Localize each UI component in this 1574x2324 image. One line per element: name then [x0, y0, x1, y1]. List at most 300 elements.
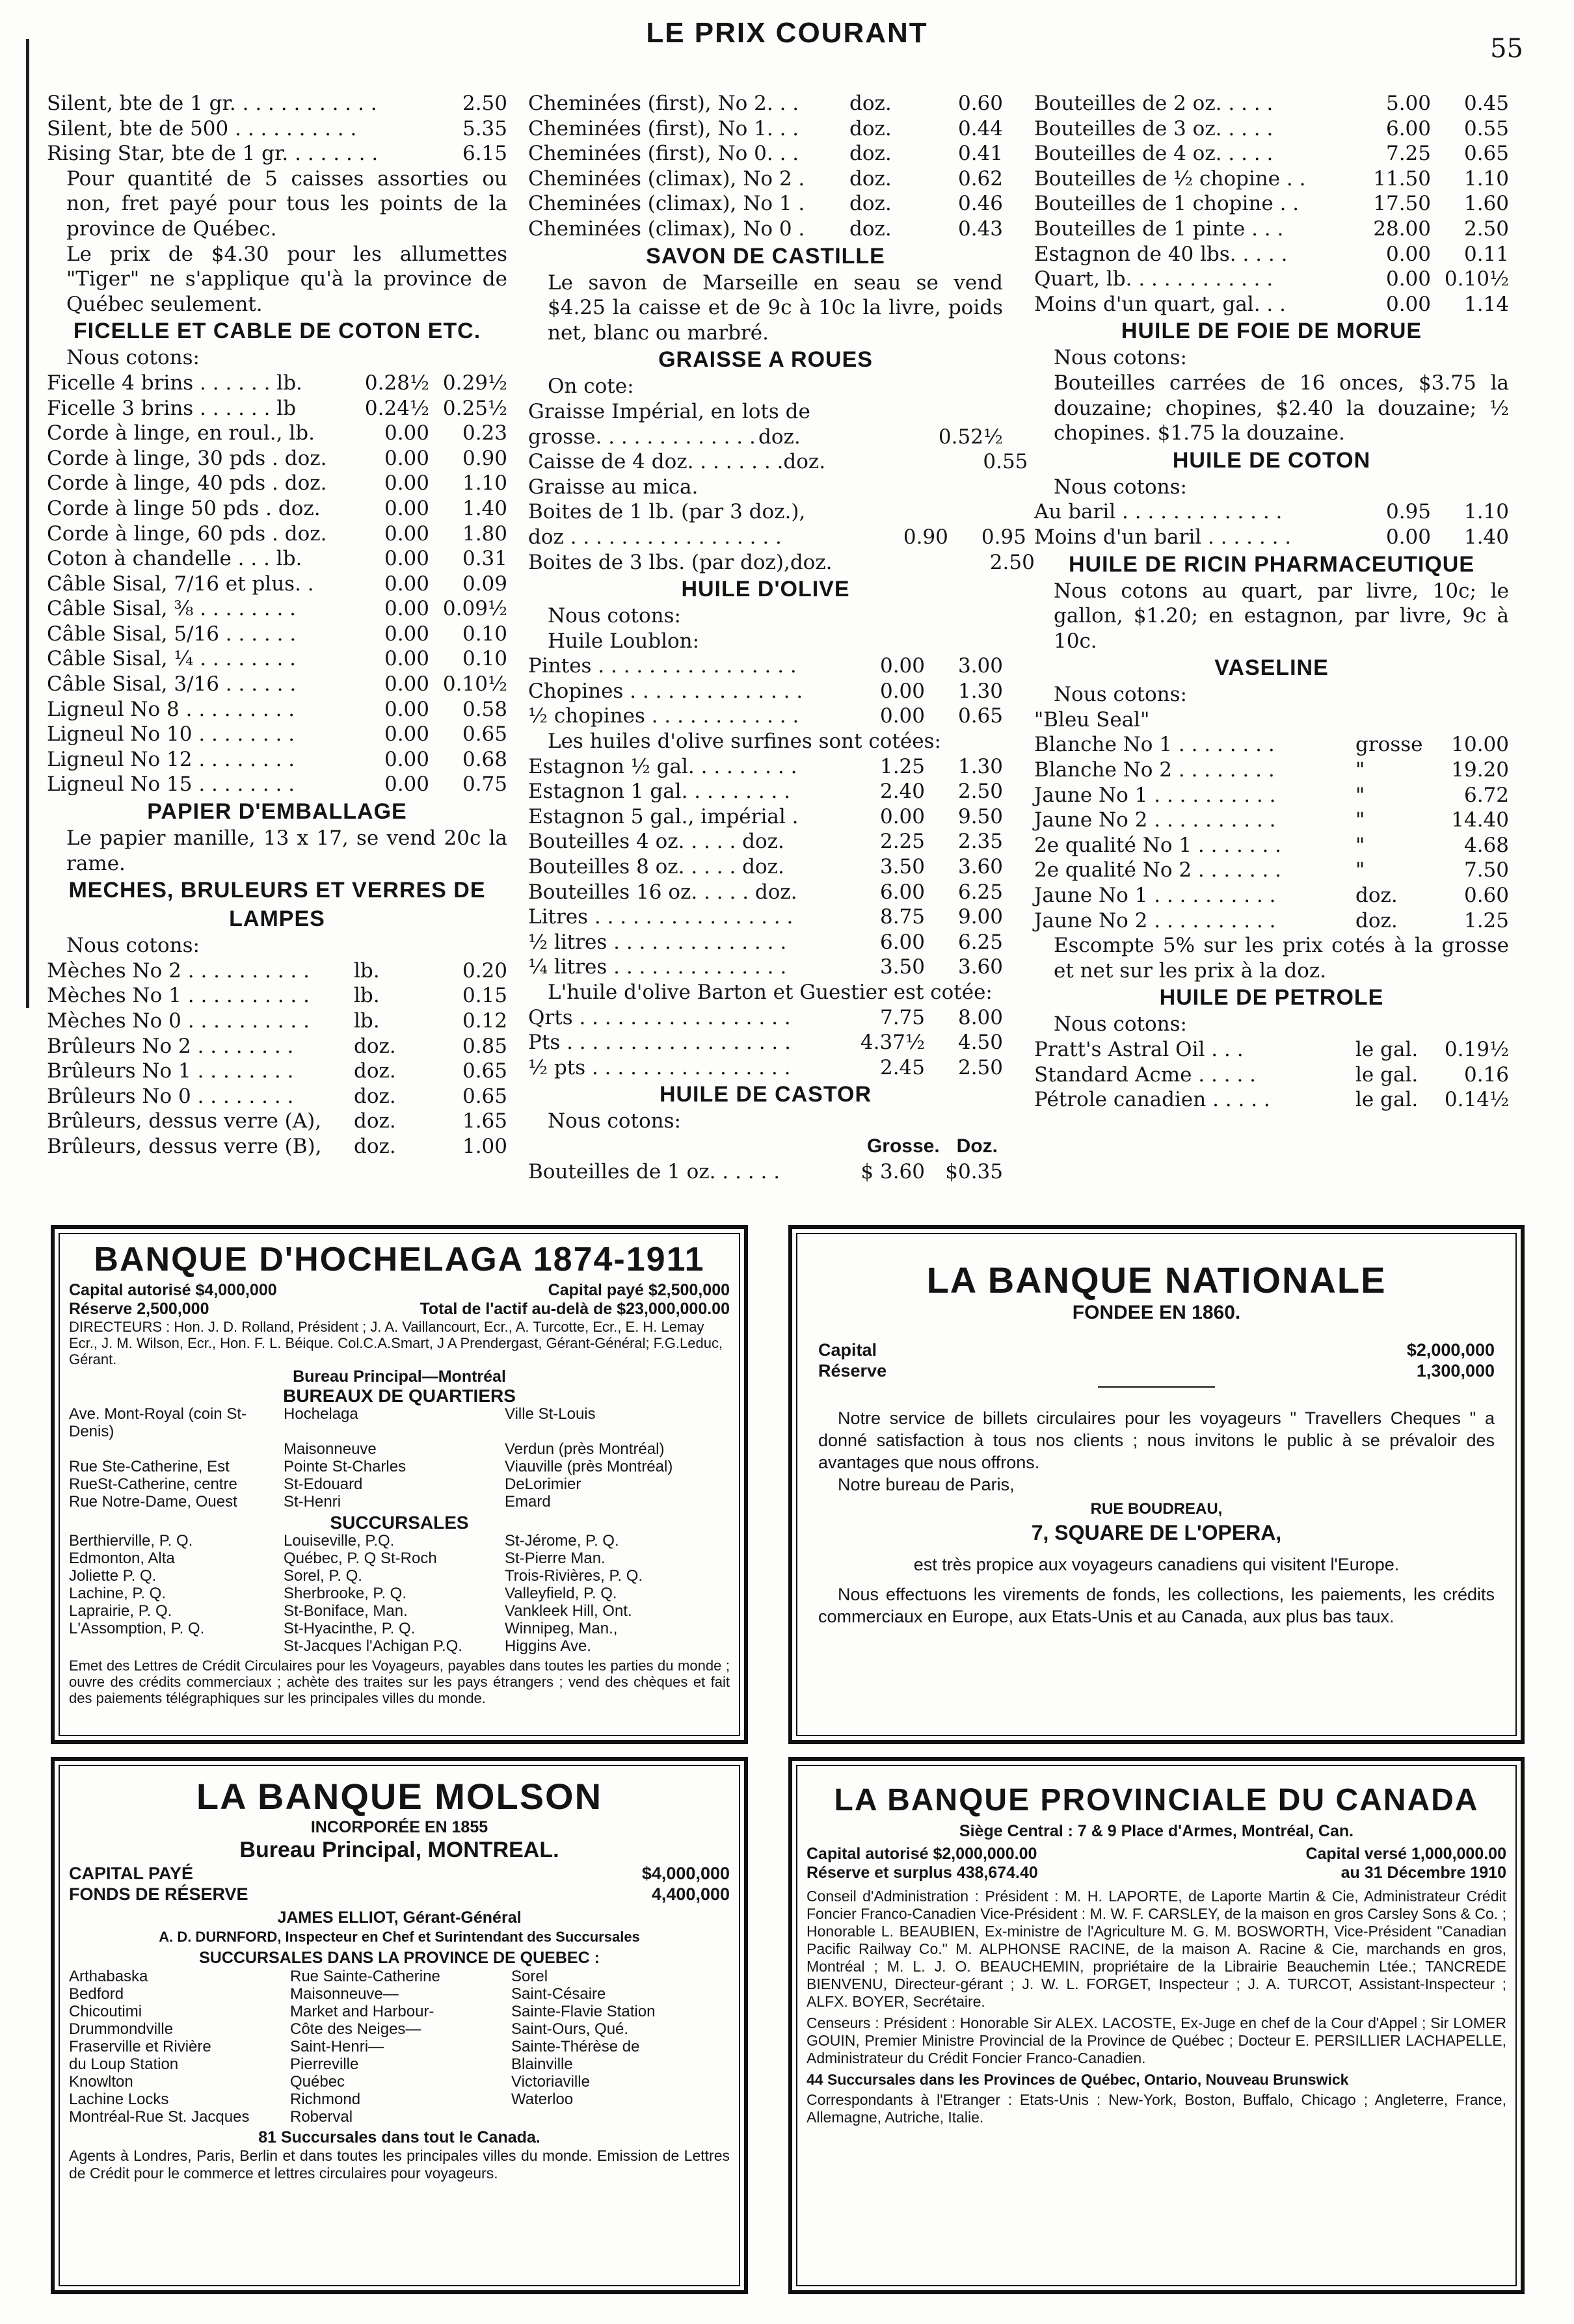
item-label: Silent, bte de 1 gr. . . . . . . . . . . .: [47, 92, 377, 115]
branch-name: St-Pierre Man.: [505, 1550, 606, 1567]
olive-surfines-text: Les huiles d'olive surfines sont cotées:: [548, 730, 941, 754]
section-heading-graisse: GRAISSE A ROUES: [658, 347, 873, 373]
item-label: Corde à linge, 30 pds . doz.: [47, 446, 327, 470]
price-high: 0.58: [462, 697, 507, 721]
item-label: Qrts . . . . . . . . . . . . . . . . .: [528, 1005, 791, 1029]
intro-text: Nous cotons:: [1054, 1012, 1187, 1037]
item-label: Coton à chandelle . . . lb.: [47, 547, 302, 571]
branch-name: Maisonneuve: [284, 1440, 377, 1458]
price-row: [528, 550, 1035, 575]
branch-name: Pointe St-Charles: [284, 1458, 407, 1475]
molson-count: 81 Succursales dans tout le Canada.: [258, 2128, 540, 2146]
price-column-2: [528, 91, 1035, 1184]
price-high: 0.11: [1463, 242, 1509, 266]
item-label: Graisse au mica.: [528, 475, 699, 499]
item-label: Caisse de 4 doz. . . . . . . .: [528, 450, 784, 474]
price-row: [1034, 242, 1509, 267]
price-high: 6.25: [957, 930, 1003, 954]
price: 19.20: [1451, 758, 1509, 782]
molson-succ-heading: SUCCURSALES DANS LA PROVINCE DE QUEBEC :: [199, 1949, 600, 1967]
reserve-value: 2,500,000: [137, 1300, 209, 1318]
price-row: [528, 1055, 1003, 1081]
price: 14.40: [1451, 808, 1509, 832]
item-label: Brûleurs No 0 . . . . . . . .: [47, 1084, 294, 1108]
branch-name: Bedford: [69, 1985, 124, 2003]
nationale-p1: Notre service de billets circulaires pour les voyageurs " Travellers Cheques " a donné satisfaction à tous nos clients ; nous invitons le public à se prévaloir des avantages que nous offrons.: [818, 1408, 1495, 1472]
price-row: [528, 779, 1003, 804]
section-heading-meches: MECHES, BRULEURS ET VERRES DE LAMPES: [68, 878, 486, 932]
price-row: [47, 697, 507, 722]
nationale-title: LA BANQUE NATIONALE: [926, 1260, 1387, 1301]
unit: doz.: [783, 450, 826, 474]
price-low: 0.24½: [364, 396, 429, 420]
price-high: 0.10: [462, 647, 507, 671]
item-label: Câble Sisal, ⅜ . . . . . . . .: [47, 597, 297, 621]
branch-name: Lachine Locks: [69, 2091, 169, 2108]
castor-column-headers: [528, 1134, 1003, 1159]
price-row: [528, 116, 1003, 142]
cap-auth: Capital autorisé $2,000,000.00: [807, 1845, 1037, 1863]
branch-name: Maisonneuve—: [290, 1985, 399, 2003]
price-high: 0.68: [462, 747, 507, 771]
bureaux-heading: BUREAUX DE QUARTIERS: [283, 1386, 516, 1406]
intro-text: Nous cotons:: [548, 604, 681, 628]
section-heading-ficelle: FICELLE ET CABLE DE COTON ETC.: [73, 319, 481, 344]
item-label: Brûleurs, dessus verre (B),: [47, 1134, 322, 1158]
price-high: 0.31: [462, 547, 507, 571]
nationale-street: RUE BOUDREAU,: [1090, 1500, 1223, 1518]
price-high: 0.55: [1463, 116, 1509, 140]
molson-title: LA BANQUE MOLSON: [196, 1776, 603, 1817]
price-low: [866, 550, 957, 575]
unit: doz.: [849, 142, 892, 166]
branch-name: Sorel: [511, 1968, 548, 1985]
cap-auth-label: Capital autorisé: [69, 1281, 191, 1299]
branch-name: Laprairie, P. Q.: [69, 1602, 172, 1620]
price-low: 0.00: [384, 421, 429, 445]
price-row: [528, 399, 1003, 425]
item-label: Corde à linge, 60 pds . doz.: [47, 522, 327, 546]
item-label: Brûleurs, dessus verre (A),: [47, 1109, 322, 1133]
price: 1.00: [462, 1134, 507, 1158]
branch-name: St-Jacques l'Achigan P.Q.: [284, 1637, 462, 1655]
unit: doz.: [849, 92, 892, 115]
unit: doz.: [790, 550, 833, 574]
item-label: Corde à linge, en roul., lb.: [47, 421, 315, 445]
price-row: [528, 425, 1003, 450]
branch-name: Lachine, P. Q.: [69, 1585, 166, 1602]
branch-name: Hochelaga: [284, 1405, 358, 1423]
item-label: Boites de 3 lbs. (par doz),: [528, 550, 790, 574]
price-low: 2.50: [462, 92, 507, 115]
item-label: Jaune No 2 . . . . . . . . . .: [1034, 908, 1276, 932]
price: 0.15: [462, 984, 507, 1008]
molson-incorp: INCORPORÉE EN 1855: [310, 1818, 488, 1836]
nationale-p2: Notre bureau de Paris,: [838, 1475, 1015, 1494]
branch-name: Blainville: [511, 2055, 573, 2073]
price-high: 8.00: [957, 1005, 1003, 1029]
unit: ": [1355, 833, 1365, 857]
item-label: Pratt's Astral Oil . . .: [1034, 1038, 1244, 1061]
branch-name: L'Assomption, P. Q.: [69, 1620, 205, 1637]
price-low: [834, 475, 925, 500]
branch-name: Saint-Henri—: [290, 2038, 384, 2055]
price-low: 7.25: [1385, 142, 1431, 166]
price-high: 0.65: [957, 704, 1003, 728]
price: 1.25: [1463, 908, 1509, 932]
price: 10.00: [1451, 733, 1509, 757]
price-high: 0.75: [462, 772, 507, 797]
price-row: [1034, 141, 1509, 166]
price-row: [1034, 758, 1509, 783]
price-high: 2.50: [957, 1055, 1003, 1079]
unit: doz.: [354, 1034, 396, 1058]
price-low: 8.75: [879, 905, 925, 929]
price-row: [47, 471, 507, 496]
price-low: [886, 399, 977, 425]
price-high: 0.52½: [938, 425, 1003, 449]
price: 0.12: [462, 1009, 507, 1033]
branch-name: Higgins Ave.: [505, 1637, 591, 1655]
price-low: $ 3.60: [860, 1159, 925, 1183]
unit: ": [1355, 808, 1365, 832]
ricin-text: Nous cotons au quart, par livre, 10c; le gallon, $1.20; en estagnon, par livre, 9c à 10c.: [1054, 579, 1509, 653]
price-row: [1034, 191, 1509, 217]
unit: ": [1355, 858, 1365, 882]
hochelaga-footer: Emet des Lettres de Crédit Circulaires pour les Voyageurs, payables dans toutes les parties du monde ; ouvre des crédits commerciaux ; achète des traites sur les pays étrangers ; vend des chèques et fait des paiements télégraphiques sur les principales villes du monde.: [69, 1657, 730, 1706]
price-low: 3.50: [879, 955, 925, 979]
escompte-text: Escompte 5% sur les prix cotés à la grosse et net sur les prix à la doz.: [1054, 934, 1509, 983]
price-high: 0.10½: [1444, 267, 1509, 291]
item-label: Cheminées (climax), No 1 .: [528, 192, 805, 216]
price-low: 3.50: [879, 855, 925, 879]
item-label: Corde à linge, 40 pds . doz.: [47, 471, 327, 495]
capital-label: Capital: [818, 1340, 877, 1360]
item-label: Bouteilles de 3 oz. . . . .: [1034, 116, 1274, 140]
item-label: Quart, lb. . . . . . . . . . . .: [1034, 267, 1274, 291]
price-high: 1.30: [957, 679, 1003, 703]
price-low: 6.00: [1385, 116, 1431, 140]
item-label: Silent, bte de 500 . . . . . . . . . .: [47, 116, 357, 140]
price-row: [47, 722, 507, 747]
branch-name: Waterloo: [511, 2091, 574, 2108]
branch-name: Québec: [290, 2073, 345, 2091]
price-high: 3.60: [957, 855, 1003, 879]
castor-col-doz: Doz.: [956, 1135, 998, 1157]
item-label: Corde à linge 50 pds . doz.: [47, 496, 321, 520]
price-low: 0.00: [879, 804, 925, 828]
page-number: 55: [1490, 34, 1523, 64]
succursales-heading: SUCCURSALES: [330, 1512, 469, 1533]
cap-paid-value: $2,500,000: [648, 1281, 730, 1299]
barton-text: L'huile d'olive Barton et Guestier est cotée:: [548, 981, 993, 1004]
section-heading-castor: HUILE DE CASTOR: [659, 1082, 872, 1107]
branch-name: St-Henri: [284, 1493, 341, 1511]
price-high: 0.95: [981, 525, 1026, 549]
price-row: [47, 1134, 507, 1159]
price-low: 0.00: [384, 547, 429, 571]
item-label: 2e qualité No 2 . . . . . . .: [1034, 858, 1282, 882]
price: 0.60: [957, 92, 1003, 115]
price-high: 3.60: [957, 955, 1003, 979]
item-label: Pintes . . . . . . . . . . . . . . . .: [528, 654, 797, 678]
price-row: [1034, 858, 1509, 883]
note-tiger: Le prix de $4.30 pour les allumettes "Tiger" ne s'applique qu'à la province de Québec seulement.: [66, 242, 507, 316]
intro-text: Nous cotons:: [66, 934, 200, 958]
section-heading-olive: HUILE D'OLIVE: [681, 577, 850, 602]
provinciale-conseil: Conseil d'Administration : Président : M. H. LAPORTE, de Laporte Martin & Cie, Administrateur Crédit Foncier Franco-Canadien Vice-Président : M. W. F. CARSLEY, de la maison en gros Carsley Sons & Co. ; Honorable L. BEAUBIEN, Ex-ministre de l'Agriculture M. G. M. BOSWORTH, Vice-Président "Canadian Pacific Railway Co." M. ALPHONSE RACINE, de la maison A. Racine & Cie, marchands en gros, Montréal ; M. L. J. O. BEAUCHEMIN, propriétaire de la Librairie Beauchemin Ltée.; TANCREDE BIENVENU, Directeur-gérant ; J. W. L. FORGET, Inspecteur ; J. A. TURCOT, Assistant-Inspecteur ; ALFX. BOYER, Secrétaire.: [807, 1888, 1506, 2010]
item-label: Litres . . . . . . . . . . . . . . . .: [528, 905, 794, 929]
provinciale-censeurs: Censeurs : Président : Honorable Sir ALEX. LACOSTE, Ex-Juge en chef de la Cour d'Appel ; Sir LOMER GOUIN, Premier Ministre Provincial de la Province de Québec ; Docteur E. PERSILLIER LACHAPELLE, Administrateur du Crédit Foncier Franco-Canadien.: [807, 2014, 1506, 2067]
price-row: [528, 475, 1003, 500]
price: 1.65: [462, 1109, 507, 1133]
item-label: Câble Sisal, 3/16 . . . . . .: [47, 672, 297, 696]
item-label: Câble Sisal, ¼ . . . . . . . .: [47, 647, 297, 671]
price-low: 17.50: [1373, 192, 1431, 216]
branch-name: Saint-Ours, Qué.: [511, 2020, 629, 2038]
branch-name: Joliette P. Q.: [69, 1567, 157, 1585]
item-label: Bouteilles de 1 oz. . . . . .: [528, 1159, 780, 1183]
branch-name: Valleyfield, P. Q.: [505, 1585, 617, 1602]
price-row: [528, 854, 1003, 880]
branch-name: St-Edouard: [284, 1475, 363, 1493]
price-row: [528, 1159, 1003, 1185]
actif-text: Total de l'actif au-delà de $23,000,000.00: [420, 1300, 730, 1318]
price-high: 0.65: [462, 722, 507, 746]
price-low: 0.00: [384, 572, 429, 596]
price-high: 1.14: [1463, 292, 1509, 316]
price-row: [47, 1084, 507, 1109]
price-row: [1034, 833, 1509, 858]
price-row: [47, 572, 507, 597]
hochelaga-title: BANQUE D'HOCHELAGA 1874-1911: [94, 1241, 705, 1278]
price-high: 1.10: [1463, 500, 1509, 524]
price-row: [47, 396, 507, 421]
price-high: 0.10: [462, 622, 507, 646]
item-label: Ligneul No 10 . . . . . . . .: [47, 722, 295, 746]
provinciale-succursales: 44 Succursales dans les Provinces de Québec, Ontario, Nouveau Brunswick: [807, 2071, 1349, 2088]
price-row: [528, 679, 1003, 704]
price-low: 0.00: [1385, 267, 1431, 291]
price-high: 0.55: [983, 450, 1028, 474]
item-label: Blanche No 2 . . . . . . . .: [1034, 758, 1275, 782]
price-row: [47, 421, 507, 446]
intro-text: Nous cotons:: [1054, 475, 1187, 499]
note-quantity: Pour quantité de 5 caisses assorties ou non, fret payé pour tous les points de la province de Québec.: [66, 166, 507, 241]
price: 0.46: [957, 192, 1003, 216]
binding-line: [26, 39, 29, 1008]
price-row: [47, 546, 507, 572]
unit: doz.: [354, 1059, 396, 1083]
fonds-value: 4,400,000: [651, 1884, 730, 1904]
price-row: [1034, 217, 1509, 242]
branch-name: Québec, P. Q St-Roch: [284, 1550, 437, 1567]
item-label: Bouteilles de 4 oz. . . . .: [1034, 142, 1274, 166]
price-high: 0.23: [462, 421, 507, 445]
branch-name: Drummondville: [69, 2020, 174, 2038]
unit: [810, 399, 886, 425]
price-low: 2.25: [879, 830, 925, 854]
morue-text: Bouteilles carrées de 16 onces, $3.75 la douzaine; chopines, $2.40 la douzaine; ½ chopines. $1.75 la douzaine.: [1054, 371, 1509, 445]
price-low: 0.00: [384, 471, 429, 495]
branch-name: Verdun (près Montréal): [505, 1440, 665, 1458]
unit: grosse: [1355, 733, 1423, 757]
price-low: 28.00: [1373, 217, 1431, 241]
price-row: [528, 191, 1003, 217]
price: 0.62: [957, 166, 1003, 191]
item-label: Mèches No 0 . . . . . . . . . .: [47, 1009, 310, 1033]
item-label: 2e qualité No 1 . . . . . . .: [1034, 833, 1282, 857]
divider: [1098, 1386, 1215, 1388]
branch-name: Montréal-Rue St. Jacques: [69, 2108, 250, 2126]
item-label: ½ pts . . . . . . . . . . . . . . . .: [528, 1055, 791, 1079]
branch-name: Pierreville: [290, 2055, 359, 2073]
reserve-date: au 31 Décembre 1910: [1341, 1864, 1506, 1882]
item-label: Ligneul No 15 . . . . . . . .: [47, 772, 295, 797]
price-row: [1034, 883, 1509, 908]
provinciale-title: LA BANQUE PROVINCIALE DU CANADA: [834, 1783, 1479, 1817]
castor-col-grosse: Grosse.: [866, 1135, 940, 1157]
item-label: Ficelle 3 brins . . . . . . lb: [47, 396, 297, 420]
branch-name: Fraserville et Rivière: [69, 2038, 211, 2055]
price-row: [528, 166, 1003, 192]
branch-name: Edmonton, Alta: [69, 1550, 175, 1567]
branch-name: Rue Ste-Catherine, Est: [69, 1458, 230, 1475]
item-label: Brûleurs No 2 . . . . . . . .: [47, 1034, 294, 1058]
intro-text: Nous cotons:: [548, 1109, 681, 1133]
item-label: Bouteilles de ½ chopine . .: [1034, 166, 1306, 191]
price: 0.19½: [1444, 1038, 1509, 1061]
capital-label: CAPITAL PAYÉ: [69, 1864, 194, 1883]
branch-name: Rue Notre-Dame, Ouest: [69, 1493, 237, 1511]
reserve-value: 1,300,000: [1416, 1361, 1495, 1380]
price-row: [1034, 166, 1509, 192]
price-row: [47, 672, 507, 697]
price-low: 4.37½: [860, 1031, 925, 1055]
intro-text: Nous cotons:: [1054, 683, 1187, 707]
price-row: [528, 880, 1003, 905]
price-low: 0.00: [879, 679, 925, 703]
unit: doz.: [354, 1084, 396, 1108]
branch-name: Knowlton: [69, 2073, 133, 2091]
price-row: [528, 449, 1028, 475]
item-label: Brûleurs No 1 . . . . . . . .: [47, 1059, 294, 1083]
price-row: [47, 91, 507, 116]
price: 0.44: [957, 116, 1003, 140]
price-column-1: [47, 91, 507, 1159]
price-row: [1034, 808, 1509, 833]
price-row: [528, 804, 1003, 830]
branch-name: du Loup Station: [69, 2055, 179, 2073]
price-row: [47, 446, 507, 471]
price-high: 0.09: [462, 572, 507, 596]
item-label: Pétrole canadien . . . . .: [1034, 1088, 1270, 1112]
price-row: [47, 141, 507, 166]
price: 0.65: [462, 1059, 507, 1083]
item-label: Moins d'un quart, gal. . .: [1034, 292, 1286, 316]
section-heading-morue: HUILE DE FOIE DE MORUE: [1121, 319, 1422, 344]
branch-name: Rue Sainte-Catherine: [290, 1968, 440, 1985]
price-column-3: [1034, 91, 1509, 1113]
item-label: Boites de 1 lb. (par 3 doz.),: [528, 500, 806, 524]
item-label: ¼ litres . . . . . . . . . . . . . .: [528, 955, 787, 979]
branch-name: Trois-Rivières, P. Q.: [505, 1567, 643, 1585]
intro-text: Nous cotons:: [1054, 346, 1187, 370]
branch-name: St-Hyacinthe, P. Q.: [284, 1620, 416, 1637]
price-high: 1.40: [1463, 525, 1509, 549]
section-heading-vaseline: VASELINE: [1214, 655, 1329, 681]
price-low: 7.75: [879, 1005, 925, 1029]
price-row: [47, 983, 507, 1009]
unit: doz.: [354, 1109, 396, 1133]
item-label: Mèches No 1 . . . . . . . . . .: [47, 984, 310, 1008]
item-label: Chopines . . . . . . . . . . . . . .: [528, 679, 803, 703]
section-heading-savon: SAVON DE CASTILLE: [646, 243, 885, 269]
item-label: Bouteilles de 1 pinte . . .: [1034, 217, 1284, 241]
price-row: [528, 930, 1003, 955]
branch-name: Market and Harbour-: [290, 2003, 434, 2020]
item-label: Mèches No 2 . . . . . . . . . .: [47, 958, 310, 983]
price-low: 0.00: [1385, 292, 1431, 316]
price-row: [1034, 908, 1509, 934]
unit: lb.: [354, 1009, 380, 1033]
price-row: [47, 1109, 507, 1134]
reserve-surplus: Réserve et surplus 438,674.40: [807, 1864, 1038, 1882]
ad-banque-provinciale: [788, 1757, 1525, 2294]
branch-name: Louiseville, P.Q.: [284, 1532, 395, 1550]
price-high: 0.90: [462, 446, 507, 470]
unit: ": [1355, 758, 1365, 782]
intro-text: On cote:: [548, 375, 634, 399]
price-high: 0.65: [1463, 142, 1509, 166]
price-high: 1.60: [1463, 192, 1509, 216]
price-row: [47, 1009, 507, 1034]
price-row: [528, 829, 1003, 854]
price-low: 0.00: [384, 672, 429, 696]
price-low: 0.00: [384, 747, 429, 771]
price-high: 2.50: [957, 780, 1003, 804]
cap-auth-value: $4,000,000: [195, 1281, 277, 1299]
branch-name: Emard: [505, 1493, 551, 1511]
price-high: 2.35: [957, 830, 1003, 854]
price-low: 5.35: [462, 116, 507, 140]
item-label: Câble Sisal, 5/16 . . . . . .: [47, 622, 297, 646]
price-high: 6.25: [957, 880, 1003, 904]
item-label: Bouteilles 8 oz. . . . . doz.: [528, 855, 784, 879]
branch-name: [511, 2108, 730, 2126]
item-label: Estagnon 5 gal., impérial .: [528, 804, 799, 828]
price-row: [528, 754, 1003, 780]
price-row: [47, 958, 507, 984]
nationale-square: 7, SQUARE DE L'OPERA,: [1031, 1521, 1282, 1544]
branch-name: Sorel, P. Q.: [284, 1567, 362, 1585]
nationale-founded: FONDEE EN 1860.: [1072, 1302, 1241, 1323]
section-heading-coton: HUILE DE COTON: [1172, 447, 1371, 473]
price-low: 0.00: [384, 697, 429, 721]
item-label: Rising Star, bte de 1 gr. . . . . . . .: [47, 142, 379, 166]
branch-name: Sainte-Thérèse de: [511, 2038, 640, 2055]
item-label: Jaune No 1 . . . . . . . . . .: [1034, 884, 1276, 908]
item-label: Standard Acme . . . . .: [1034, 1063, 1257, 1087]
unit: doz.: [849, 217, 892, 241]
price-high: 9.50: [957, 804, 1003, 828]
intro-text: Huile Loublon:: [548, 629, 700, 653]
price-low: 6.00: [879, 930, 925, 954]
price-row: [47, 522, 507, 547]
price-row: [1034, 116, 1509, 142]
item-label: Jaune No 1 . . . . . . . . . .: [1034, 783, 1276, 807]
unit: doz.: [758, 425, 801, 449]
